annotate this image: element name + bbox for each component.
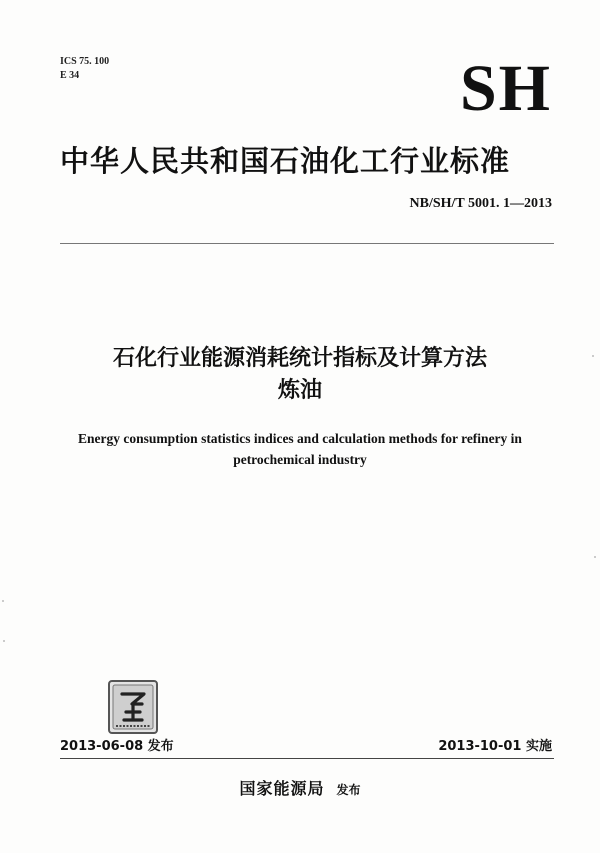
sh-logo: SH: [459, 52, 552, 125]
document-title-en: [40, 428, 560, 470]
footer-divider: [60, 758, 554, 759]
standard-number: NB/SH/T 5001. 1—2013: [409, 196, 552, 211]
publish-date: 2013-06-08 发布: [60, 739, 174, 754]
ics-code: ICS 75. 100: [60, 56, 110, 67]
issuing-authority: [0, 776, 600, 799]
title-cn-line1: 石化行业能源消耗统计指标及计算方法: [112, 346, 487, 371]
issuer-verb: 发布: [336, 783, 361, 797]
scan-speck: [594, 556, 596, 558]
authentication-stamp-icon: [108, 680, 158, 734]
title-cn-line2: 炼油: [277, 378, 322, 403]
implementation-date: 2013-10-01 实施: [438, 739, 552, 754]
title-en-line1: Energy consumption statistics indices and calculation methods for refinery in: [78, 431, 522, 446]
classification-codes: [60, 55, 109, 83]
standard-category-title: 中华人民共和国石油化工行业标准: [60, 144, 511, 178]
ccs-code: E 34: [60, 70, 80, 81]
scan-speck: [3, 640, 5, 642]
header-divider: [60, 243, 554, 244]
title-en-line2: petrochemical industry: [233, 452, 367, 467]
scan-speck: [592, 355, 594, 357]
scan-speck: [2, 600, 4, 602]
document-title-cn: [0, 343, 600, 407]
issuer-name: 国家能源局: [239, 779, 325, 798]
